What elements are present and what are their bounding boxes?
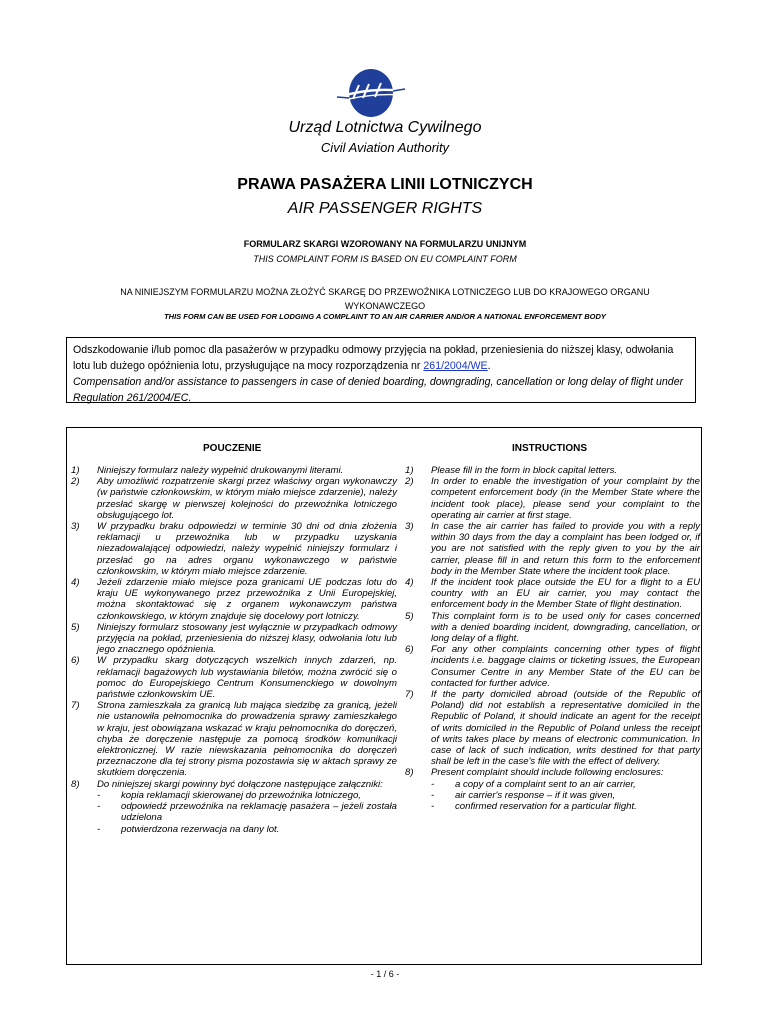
summary-en: Compensation and/or assistance to passengers in case of denied boarding, downgrading, cancellation or long delay of flight under Regulation 261/2004/EC.: [73, 376, 684, 404]
summary-box: [66, 337, 696, 403]
list-item: 3) In case the air carrier has failed to provide you with a reply within 30 days from the day a complaint has been lodged or, if you are not satisfied with the reply given to you by the air carrier, please fill in and return this form to the enforcement body in the Member State where the incident took place.: [405, 521, 700, 577]
summary-pl: Odszkodowanie i/lub pomoc dla pasażerów w przypadku odmowy przyjęcia na pokład, przeniesienia do niższej klasy, odwołania lotu lub dużego opóźnienia lotu, przysługujące na mocy rozporządzenia nr 261/2004/WE.: [73, 344, 674, 372]
attachment-item: - air carrier's response – if it was given,: [431, 789, 616, 801]
instructions-heading-pl: POUCZENIE: [203, 443, 262, 454]
list-item: 7) Strona zamieszkała za granicą lub mająca siedzibę za granicą, jeżeli nie ustanowiła pełnomocnika do prowadzenia sprawy zamieszkałego w kraju, jest obowiązana wskazać w kraju pełnomocnika do doręczeń, chyba że doręczenie następuje za pomocą środków komunikacji elektronicznej. W razie niewskazania pełnomocnika do doręczeń przeznaczone dla tej strony pisma pozostawia się w aktach sprawy ze skutkiem doręczenia.: [71, 700, 397, 779]
attachment-item: - potwierdzona rezerwacja na dany lot.: [97, 823, 280, 835]
list-item: 1) Niniejszy formularz należy wypełnić drukowanymi literami.: [71, 465, 344, 476]
authority-name-en: Civil Aviation Authority: [320, 140, 450, 155]
list-item: 4) If the incident took place outside the EU for a flight to a EU country with an EU air carrier, you may contact the enforcement body in the Member State of flight destination.: [405, 577, 700, 611]
list-item: 3) W przypadku braku odpowiedzi w terminie 30 dni od dnia złożenia reklamacji u przewoźnika lub w przypadku uzyskania niezadowalającej odpowiedzi, należy wypełnić niniejszy formularz i przesłać go na adres organu wykonawczego w państwie członkowskim, w którym miało miejsce zdarzenie.: [71, 521, 397, 577]
list-item: 1) Please fill in the form in block capital letters.: [405, 465, 618, 476]
ulc-logo: [335, 67, 407, 119]
list-item: 2) Aby umożliwić rozpatrzenie skargi przez właściwy organ wykonawczy (w państwie członkowskim, w którym miało miejsce zdarzenie), należy przesłać skargę w pierwszej kolejności do przewoźnika lotniczego obsługującego lot.: [71, 476, 397, 521]
page-title-pl: PRAWA PASAŻERA LINII LOTNICZYCH: [237, 176, 533, 193]
list-item: 2) In order to enable the investigation of your complaint by the competent enforcement body (in the Member State where the incident took place), please send your complaint to the operating air carrier at first stage.: [405, 476, 700, 521]
attachment-item: - a copy of a complaint sent to an air carrier,: [431, 778, 636, 790]
attachments-list-pl: [97, 790, 397, 835]
form-note-en: THIS FORM CAN BE USED FOR LODGING A COMPLAINT TO AN AIR CARRIER AND/OR A NATIONAL ENFORCEMENT BODY: [164, 312, 606, 321]
list-item: 8) Do niniejszej skargi powinny być dołączone następujące załączniki: - kopia reklamacji skierowanej do przewoźnika lotniczego, - odpowiedź przewoźnika na reklamację pasażera – jeżeli została udzielona - potwierdzona rezerwacja na dany lot.: [71, 778, 397, 835]
attachment-item: - odpowiedź przewoźnika na reklamację pasażera – jeżeli została udzielona: [97, 801, 397, 824]
list-item: 7) If the party domiciled abroad (outside of the Republic of Poland) did not establish a representative domiciled in the Republic of Poland, it should indicate an agent for the receipt of writs domiciled in the Republic of Poland unless the receipt of writs takes place by means of electronic communication. In case of lack of such indication, writs destined for that party shall be left in the case's file with the effect of delivery.: [405, 689, 700, 768]
form-subtitle-en: THIS COMPLAINT FORM IS BASED ON EU COMPLAINT FORM: [253, 254, 517, 264]
list-item: 4) Jeżeli zdarzenie miało miejsce poza granicami UE podczas lotu do kraju UE wykonywanego przez przewoźnika z Unii Europejskiej, można skontaktować się z organem wykonawczym państwa członkowskiego, w którym znajduje się docelowy port lotniczy.: [71, 577, 397, 622]
instructions-heading-en: INSTRUCTIONS: [512, 443, 587, 454]
form-note-pl: NA NINIEJSZYM FORMULARZU MOŻNA ZŁOŻYĆ SKARGĘ DO PRZEWOŹNIKA LOTNICZEGO LUB DO KRAJOWEGO ORGANU WYKONAWCZEGO: [120, 287, 650, 311]
form-subtitle-pl: FORMULARZ SKARGI WZOROWANY NA FORMULARZU UNIJNYM: [243, 239, 527, 249]
list-item: 6) For any other complaints concerning other types of flight incidents i.e. baggage claims or ticketing issues, the European Consumer Centre in any Member State of the EU can be contacted for further advice.: [405, 644, 700, 689]
page-number: - 1 / 6 -: [370, 969, 400, 979]
attachment-item: - kopia reklamacji skierowanej do przewoźnika lotniczego,: [97, 789, 361, 801]
list-item: 6) W przypadku skarg dotyczących wszelkich innych zdarzeń, np. reklamacji bagażowych lub wystawiania biletów, można zwrócić się o pomoc do Europejskiego Centrum Konsumenckiego w dowolnym państwie członkowskim UE.: [71, 655, 397, 701]
page-title-en: AIR PASSENGER RIGHTS: [287, 200, 483, 217]
instructions-list-en: [405, 465, 700, 812]
attachments-list-en: [431, 779, 700, 813]
instructions-box: [66, 427, 702, 965]
attachment-item: - confirmed reservation for a particular flight.: [431, 801, 637, 813]
list-item: 5) Niniejszy formularz stosowany jest wyłącznie w przypadkach odmowy przyjęcia na pokład, przeniesienia do niższej klasy, odwołania lotu lub jego znacznego opóźnienia.: [71, 621, 397, 656]
list-item: 5) This complaint form is to be used only for cases concerned with a denied boarding incident, downgrading, cancellation, or long delay of a flight.: [405, 610, 700, 645]
list-item: 8) Present complaint should include following enclosures: - a copy of a complaint sent to an air carrier, - air carrier's response – if it was given, - confirmed reservation for a particular flight.: [405, 767, 700, 812]
authority-name-pl: Urząd Lotnictwa Cywilnego: [288, 119, 482, 136]
instructions-list-pl: [71, 465, 397, 835]
regulation-link[interactable]: 261/2004/WE: [423, 360, 488, 372]
